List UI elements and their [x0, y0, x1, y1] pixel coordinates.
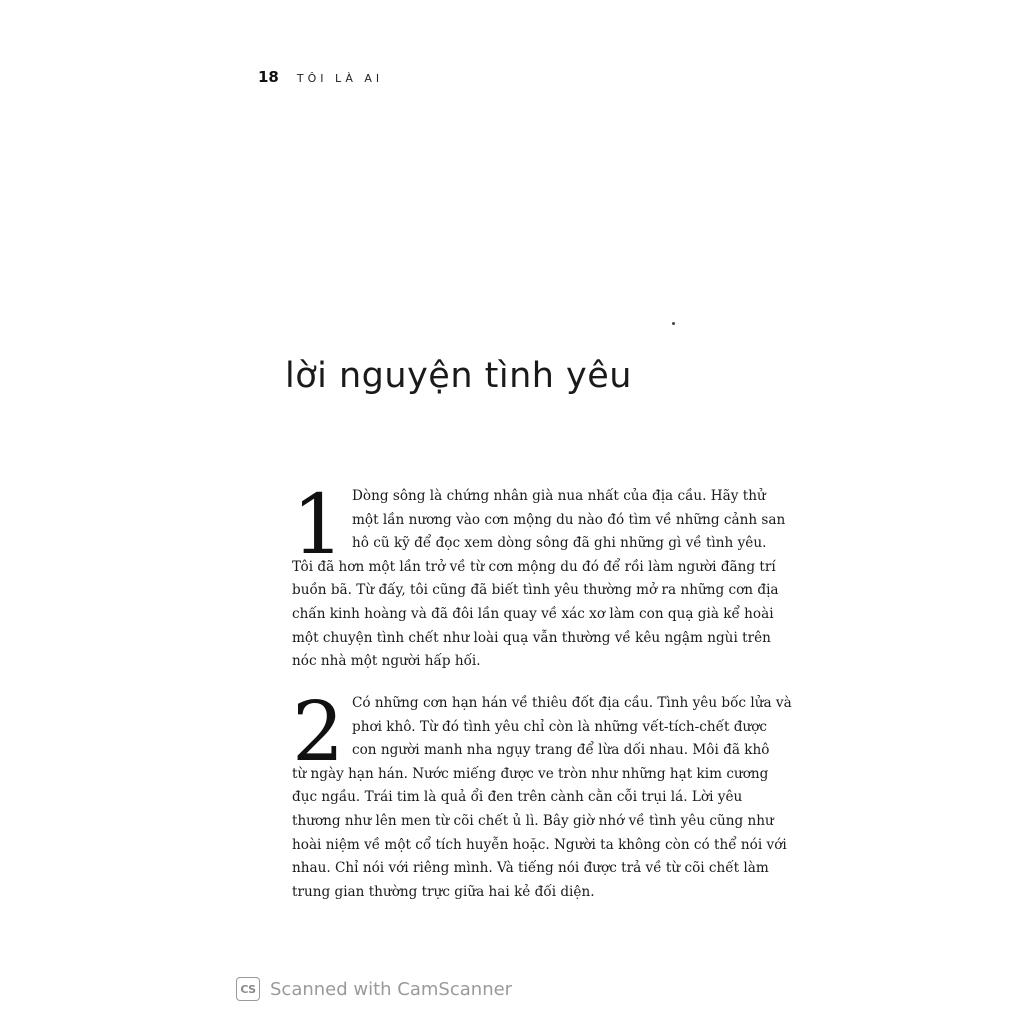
paragraph-line: buồn bã. Từ đấy, tôi cũng đã biết tình yêu thường mở ra những cơn địa — [292, 582, 779, 599]
paragraph-line: nóc nhà một người hấp hối. — [292, 653, 481, 670]
paragraph-line: một lần nương vào cơn mộng du nào đó tìm về những cảnh san — [352, 511, 786, 528]
watermark-text: Scanned with CamScanner — [270, 978, 513, 1000]
paragraph-line: từ ngày hạn hán. Nước miếng được ve tròn như những hạt kim cương — [292, 765, 769, 782]
book-title: TÔI LÀ AI — [296, 72, 384, 85]
paragraph-line: hô cũ kỹ để đọc xem dòng sông đã ghi những gì về tình yêu. — [352, 535, 767, 552]
paragraph-line: con người manh nha ngụy trang để lừa dối nhau. Môi đã khô — [352, 742, 770, 759]
paragraph-line: phơi khô. Từ đó tình yêu chỉ còn là những vết-tích-chết được — [352, 718, 768, 735]
paragraph-line: trung gian thường trực giữa hai kẻ đối diện. — [292, 883, 595, 900]
section-2-paragraph — [292, 685, 792, 904]
print-speck — [672, 322, 675, 325]
paragraph-line: nhau. Chỉ nói với riêng mình. Và tiếng nói được trả về từ cõi chết làm — [292, 860, 769, 877]
running-header — [258, 68, 383, 86]
paragraph-line: chấn kinh hoàng và đã đôi lần quay về xác xơ làm con quạ già kể hoài — [292, 605, 774, 622]
paragraph-line: một chuyện tình chết như loài quạ vẫn thường về kêu ngậm ngùi trên — [292, 629, 771, 646]
paragraph-line: Dòng sông là chứng nhân già nua nhất của địa cầu. Hãy thử — [352, 488, 766, 504]
scanner-watermark — [236, 977, 512, 1001]
section-1-paragraph — [292, 478, 786, 674]
section-1-numeral: 1 — [292, 478, 345, 573]
paragraph-line: Tôi đã hơn một lần trở về từ cơn mộng du đó để rồi làm người đãng trí — [292, 558, 776, 575]
page-number: 18 — [258, 68, 279, 86]
paragraph-line: đục ngầu. Trái tim là quả ổi đen trên cành cằn cỗi trụi lá. Lời yêu — [292, 789, 743, 806]
paragraph-line: hoài niệm về một cổ tích huyễn hoặc. Người ta không còn có thể nói với — [292, 836, 787, 853]
chapter-title: lời nguyện tình yêu — [285, 356, 632, 396]
camscanner-logo-icon: CS — [236, 977, 260, 1001]
paragraph-line: thương như lên men từ cõi chết ủ lì. Bây giờ nhớ về tình yêu cũng như — [292, 812, 774, 829]
paragraph-line: Có những cơn hạn hán về thiêu đốt địa cầu. Tình yêu bốc lửa và — [352, 695, 792, 711]
section-2-numeral: 2 — [292, 685, 345, 780]
